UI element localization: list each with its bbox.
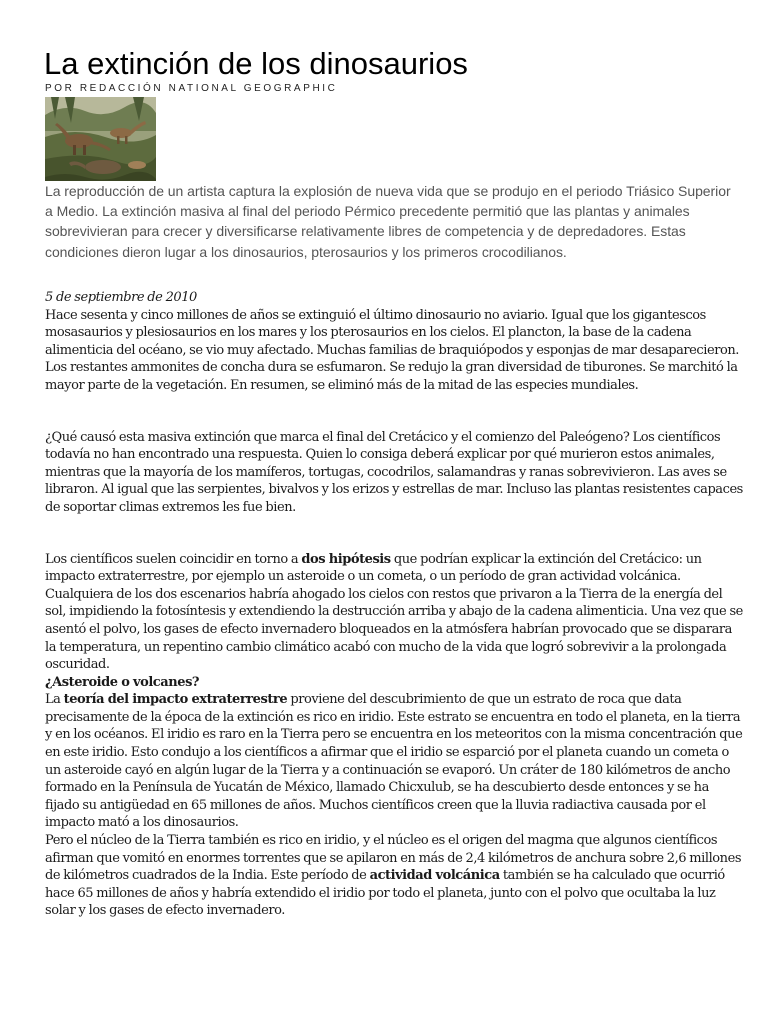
paragraph-5-text-end: también se ha calculado que ocurrió hace 65 millones de años y habría extendido el iridio por todo el planeta, junto con el polvo que ocultaba la luz solar y los gases de efecto invernadero. [45,868,725,919]
section-heading [45,674,745,692]
paragraph-2: ¿Qué causó esta masiva extinción que marca el final del Cretácico y el comienzo del Paleógeno? Los científicos todavía no han encontrado una respuesta. Quien lo consiga deberá explicar por qué murieron estos animales, mientras que la mayoría de los mamíferos, tortugas, cocodrilos, salamandras y ranas sobrevivieron. Las aves se libraron. Al igual que las serpientes, bivalvos y los erizos y estrellas de mar. Incluso las plantas resistentes capaces de soportar climas extremos les fue bien. [45,429,743,515]
highlight-dos-hipotesis: dos hipótesis [301,551,391,567]
byline: POR REDACCIÓN NATIONAL GEOGRAPHIC [45,83,338,94]
section-heading-text: ¿Asteroide o volcanes? [45,674,200,690]
highlight-actividad-volcanica: actividad volcánica [369,868,500,884]
paragraph-3-text: Los científicos suelen coincidir en torno a [45,551,302,567]
paragraph-3-text-end: que podrían explicar la extinción del Cretácico: un impacto extraterrestre, por ejemplo un asteroide o un cometa, o un período de gran actividad volcánica. Cualquiera de los dos escenarios habría ahogado los cielos con restos que privaron a la Tierra de la energía del sol, impidiendo la fotosíntesis y extendiendo la destrucción arriba y abajo de la cadena alimenticia. Una vez que se asentó el polvo, los gases de efecto invernadero bloqueados en la atmósfera habrían provocado que se disparara la temperatura, un repentino cambio climático acabó con mucho de la vida que logró sobrevivir a la prolongada oscuridad. [45,551,743,673]
paragraph-5 [45,832,745,920]
publish-date: 5 de septiembre de 2010 [45,290,197,305]
page-title: La extinción de los dinosaurios [44,46,468,81]
paragraph-4-text: La [45,692,64,708]
paragraph-1: Hace sesenta y cinco millones de años se extinguió el último dinosaurio no aviario. Igual que los gigantescos mosasaurios y plesiosaurios en los mares y los pterosaurios en los cielos. El plancton, la base de la cadena alimenticia del océano, se vio muy afectado. Muchas familias de braquiópodos y esponjas de mar desaparecieron. Los restantes ammonites de concha dura se esfumaron. Se redujo la gran diversidad de tiburones. Se marchitó la mayor parte de la vegetación. En resumen, se eliminó más de la mitad de las especies mundiales. [45,307,739,393]
highlight-teoria-impacto: teoría del impacto extraterrestre [63,692,288,708]
paragraph-3 [45,551,745,674]
article-body [45,289,745,920]
dinosaur-illustration-icon [45,97,156,181]
paragraph-4 [45,691,745,832]
paragraph-4-text-end: proviene del descubrimiento de que un estrato de roca que data precisamente de la época de la extinción es rico en iridio. Este estrato se encuentra en todo el planeta, en la tierra y en los océanos. El iridio es raro en la Tierra pero se encuentra en los meteoritos con la misma concentración que en este iridio. Esto condujo a los científicos a afirmar que el iridio se esparció por el planeta cuando un cometa o un asteroide cayó en algún lugar de la Tierra y a continuación se evaporó. Un cráter de 180 kilómetros de ancho formado en la Península de Yucatán de México, llamado Chicxulub, se ha descubierto desde entonces y se ha fijado su antigüedad en 65 millones de años. Muchos científicos creen que la lluvia radiactiva causada por el impacto mató a los dinosaurios. [45,692,743,831]
image-caption: La reproducción de un artista captura la explosión de nueva vida que se produjo en el periodo Triásico Superior a Medio. La extinción masiva al final del periodo Pérmico precedente permitió que las plantas y animales sobrevivieran para crecer y diversificarse relativamente libres de competencia y de depredadores. Estas condiciones dieron lugar a los dinosaurios, pterosaurios y los primeros crocodilianos. [45,183,731,260]
paragraph-5-text: Pero el núcleo de la Tierra también es rico en iridio, y el núcleo es el origen del magma que algunos científicos afirman que vomitó en enormes torrentes que se apilaron en más de 2,4 kilómetros de anchura sobre 2,6 millones de kilómetros cuadrados de la India. Este período de [45,833,742,884]
